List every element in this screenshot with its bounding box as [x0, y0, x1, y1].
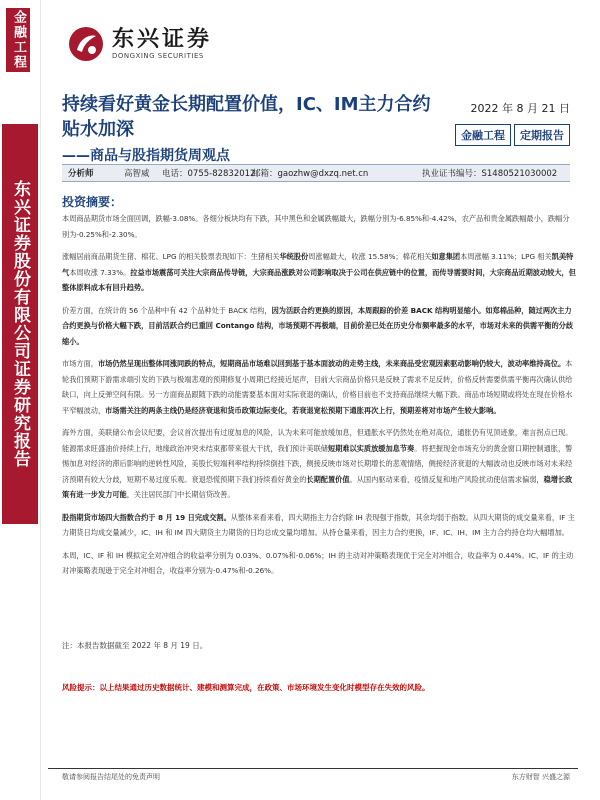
risk-warning: 风险提示：以上结果通过历史数据统计、建模和测算完成，在政策、市场环境发生变化时模型存在失效的风险。: [62, 683, 430, 692]
text-run: ，关注居民部门中长期信贷改善。: [126, 490, 235, 499]
paragraph-hedge-returns: 本周，IC、IF 和 IH 模拟定全对冲组合的收益率分别为 0.03%、0.07%和-0.06%；IH 的主动对冲策略表现优于完全对冲组合，收益率为 0.44%。IC、IF 的主动对冲策略表现逊于完全对冲组合，收益率分别为-0.47%和-0.26%。: [62, 550, 574, 575]
logo-name-en: DONGXING SECURITIES: [112, 52, 204, 60]
emphasis-text: 股指期货市场四大指数合约于 8 月 19 日完成交割。: [62, 512, 231, 522]
report-title: 持续看好黄金长期配置价值，IC、IM主力合约贴水加深: [62, 94, 431, 140]
emphasis-text: 长期配置价值: [306, 474, 350, 484]
logo-name-cn: 东兴证券: [112, 27, 213, 52]
text-run: 涨幅居前商品期货生猪、棉花、LPG 的相关股票表现如下：生猪相关: [62, 252, 280, 261]
analyst-phone: 电话：0755-82832012: [162, 169, 256, 179]
text-run: 从整体来看来看，四大期指主力合约除 IH 表现强于指数，其余均弱于指数。从四大期货的成交量来看，IF 主力期货日均成交量减少，IC、IH 和 IM 四大期货主力期货的日均总成交量均增加。从持仓量来看，因主力合约更换，IF、IC、IH、IM 主力合约持仓均大幅增加。: [62, 512, 575, 537]
sidebar-tab-label: 金融工程: [6, 8, 30, 72]
stock-name: 凯美特气: [62, 252, 574, 277]
stock-name: 华统股份: [279, 252, 309, 261]
text-run: 市场方面，: [62, 359, 98, 368]
text-run: 。从国内驱动来看，疫情反复和地产风险扰动使信需求偏弱，: [349, 474, 544, 484]
emphasis-text: 市场仍然呈现出整体同涨同跌的特点，短期商品市场难以回到基于基本面波动的走势主线，未来商品受宏观因素驱动影响仍较大，波动率维持高位。: [97, 359, 566, 368]
report-subtitle: ——商品与股指期货周观点: [62, 148, 230, 164]
summary-heading: 投资摘要：: [62, 195, 123, 209]
analyst-email: 邮箱：gaozhw@dxzq.net.cn: [252, 169, 369, 179]
paragraph-spread: [62, 303, 576, 350]
footer-divider: [48, 768, 578, 769]
footer-slogan: 东方财智 兴盛之源: [511, 773, 570, 781]
data-cutoff-note: 注：本报告数据截至 2022 年 8 月 19 日。: [62, 641, 208, 650]
analyst-role: 分析师: [68, 169, 94, 179]
dongxing-logo-icon: [68, 26, 104, 62]
text-run: 本周收涨 7.33%。: [69, 267, 131, 277]
text-run: 海外方面，美联储公布会议纪要，会议首次提出有过度加息的风险，认为未来可能放缓加息，但通胀水平仍然处在绝对高位，通胀仍有见顶迹象，难言拐点已现。能源需求旺盛油价持续上行，地缘政治冲突未结束都带来很大干扰，我们预计美联储: [62, 428, 573, 453]
tag-category: 金融工程: [455, 124, 511, 146]
tag-type: 定期报告: [514, 124, 570, 146]
report-tags: [455, 124, 570, 146]
footer-disclaimer: 敬请参阅报告结尾处的免责声明: [62, 773, 160, 781]
emphasis-text: 拉益市场震荡可关注大宗商品传导链，大宗商品涨跌对公司影响取决于公司在供应链中的位置，而传导需要时间，大宗商品近期波动较大，但整体原料成本有回升趋势。: [62, 267, 576, 292]
report-date: 2022 年 8 月 21 日: [470, 102, 570, 115]
paragraph-overseas: [62, 425, 576, 503]
summary-body: [62, 211, 576, 586]
sidebar: [0, 0, 41, 800]
paragraph-market-overview: 本周商品期货市场全面回调，跌幅-3.08%。各细分板块均有下跌，其中黑色和金属跌幅最大，跌幅分别为-6.85%和-4.42%，农产品和贵金属跌幅最小，跌幅分别为-0.25%和-2.30%。: [62, 214, 570, 239]
paragraph-market: [62, 356, 576, 418]
emphasis-text: 短期难以实质放缓加息节奏: [327, 443, 415, 453]
sidebar-company-label: 东兴证券股份有限公司证券研究报告: [2, 124, 38, 524]
analyst-name: 高智威: [124, 169, 150, 179]
paragraph-index-futures: [62, 510, 576, 541]
text-run: 周涨幅最大，收涨 15.58%；棉花相关: [308, 252, 432, 261]
company-logo: [68, 26, 212, 62]
analyst-license: 执业证书编号：S1480521030002: [422, 169, 558, 179]
paragraph-related-stocks: [62, 249, 576, 296]
emphasis-text: 市场需关注的两条主线仍是经济衰退和货币政策边际变化，若衰退宽松预期下通胀再次上行，预期差将对市场产生较大影响。: [105, 405, 501, 415]
emphasis-text: 因为活跃合约更换的原因，本周跟踪的价差 BACK 结构明显缩小。如郑棉品种，随过两次主力合约更换与价格大幅下跌，目前活跃合约已重回 Contango 结构，市场预期不再极端，目前价差已处在历史分布频率最多的水平，市场对未来的供需平衡的分歧缩小。: [62, 305, 574, 346]
text-run: 价差方面，在统计的 56 个品种中有 42 个品种处于 BACK 结构，: [62, 305, 272, 315]
text-run: 。将把握现金市场充分的黄金窗口期控制通胀，警惕加息对经济的滞后影响的逆转性风险，美股长短端利率结构持续倒挂下跌，侧接反映市场对长期增长的悲观情绪，侧接经济衰退的大幅波动也反映市场对未来经济预期有较大分歧，短期不易过度乐观。衰退恐慌预期下我们持续看好黄金的: [62, 443, 573, 484]
text-run: 本周涨幅 3.11%；LPG 相关: [460, 252, 552, 261]
text-run: 本轮我们预期下游需求端引发的下跌与极端悲观的预期修复小周期已经接近尾声，目前大宗商品价格只是反映了需求不足反转，价格反转需要供需平衡再次确认供给缺口，向上反弹空间有限。另一方面商品跟随下跌的动能需要基本面对实际衰退的确认，价格目前也不支持商品继续大幅下跌。商品市场短期或将处在现在价格水平窄幅波动，: [62, 359, 573, 415]
analyst-info-bar: [62, 164, 570, 182]
stock-name: 如意集团: [431, 252, 461, 261]
emphasis-text: 稳增长政策有进一步发力可能: [62, 474, 573, 499]
